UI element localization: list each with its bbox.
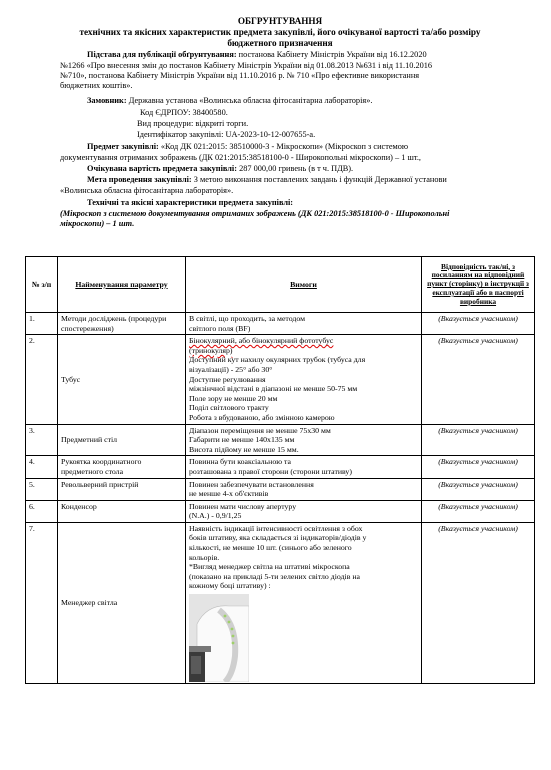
requirement-line: візуалізації) - 25° або 30° [189, 364, 273, 374]
requirement-line: кожному боці штативу) : [189, 581, 271, 591]
requirement-line: Доступний кут нахилу окулярних трубок (тубуса для [189, 355, 366, 365]
header-requirements: Вимоги [186, 257, 422, 313]
table-row [26, 335, 535, 424]
table-header-row [26, 257, 535, 313]
purpose-line-2: «Волинська обласна фітосанітарна лабораторія». [60, 186, 234, 195]
subject-line-1: «Код ДК 021:2015: 38510000-3 - Мікроскопи» (Мікроскоп з системою [160, 142, 409, 151]
requirement-line: світлого поля (BF) [189, 323, 251, 333]
microscope-light-manager-photo [189, 594, 249, 682]
row-num: 5. [26, 478, 58, 500]
requirement-line: (N.A.) - 0,9/1,25 [189, 511, 242, 521]
row-compliance: (Вказується учасником) [422, 522, 535, 683]
row-compliance: (Вказується учасником) [422, 478, 535, 500]
requirement-line: Поле зору не менше 20 мм [189, 393, 278, 403]
requirement-line: кількості, не менше 10 шт. (синього або зеленого [189, 543, 352, 553]
basis-line-4: бюджетних коштів». [60, 81, 133, 90]
header-num: № з/п [26, 257, 58, 313]
row-requirements [186, 500, 422, 522]
requirement-line: не менше 4-х об'єктивів [189, 489, 269, 499]
header-compliance: Відповідність так/ні, з посиланням на відповідний пункт (сторінку) в інструкції з експлуатації або в паспорті виробника [422, 257, 535, 313]
requirement-line: Наявність індикації інтенсивності освітлення з обох [189, 523, 363, 533]
table-row [26, 522, 535, 683]
row-num: 1. [26, 313, 58, 335]
row-compliance: (Вказується учасником) [422, 313, 535, 335]
specs-table [25, 256, 535, 684]
requirement-line: розташована з правої сторони (сторони штативу) [189, 466, 352, 476]
basis-paragraph [87, 50, 427, 61]
procedure-type: Вид процедури: відкриті торги. [137, 119, 249, 128]
row-requirements [186, 456, 422, 478]
row-compliance: (Вказується учасником) [422, 424, 535, 456]
row-requirements [186, 478, 422, 500]
requirement-line: міжзінчної відстані в діапазоні не менше 50-75 мм [189, 384, 358, 394]
customer-label: Замовник: [87, 96, 127, 105]
purpose-label: Мета проведення закупівлі: [87, 175, 192, 184]
table-row [26, 500, 535, 522]
requirement-line: *Вигляд менеджер світла на штативі мікроскопа [189, 562, 350, 572]
row-name: Менеджер світла [58, 522, 186, 683]
requirement-line: Висота підйому не менше 15 мм. [189, 444, 299, 454]
table-row [26, 456, 535, 478]
expected-cost-value: 287 000,00 гривень (в т ч. ПДВ). [239, 164, 354, 173]
subject-line-2: документування отриманих зображень (ДК 021:2015:38518100-0 - Широкопольні мікроскопи) – 1 шт., [60, 153, 421, 162]
table-row [26, 424, 535, 456]
purpose-line-1: З метою виконання поставлених завдань і функцій Державної установи [193, 175, 447, 184]
document-subtitle: технічних та якісних характеристик предмета закупівлі, його очікуваної вартості та/або розміру [79, 27, 481, 37]
subject-label: Предмет закупівлі: [87, 142, 159, 151]
document-subtitle-cont: бюджетного призначення [227, 38, 333, 48]
row-compliance: (Вказується учасником) [422, 456, 535, 478]
document-title: ОБГРУНТУВАННЯ [237, 16, 323, 26]
basis-text: постанова Кабінету Міністрів України від 16.12.2020 [238, 50, 427, 59]
row-name: Предметний стіл [58, 424, 186, 456]
purpose-paragraph [87, 175, 447, 186]
requirement-line: Повинен мати числову апертуру [189, 501, 297, 511]
row-requirements [186, 522, 422, 683]
specs-heading: Технічні та якісні характеристики предмета закупівлі: [87, 198, 294, 207]
requirement-line: Бінокулярний, або бінокулярний фототубус [189, 336, 334, 346]
row-name: Рукоятка координатного предметного стола [58, 456, 186, 478]
row-num: 3. [26, 424, 58, 456]
requirement-line: боків штативу, яка складається зі індикаторів/діодів у [189, 533, 367, 543]
row-name: Методи досліджень (процедури спостереження) [58, 313, 186, 335]
requirement-line: кольорів. [189, 552, 220, 562]
specs-subheading-cont: мікроскопи) – 1 шт. [60, 219, 135, 228]
expected-cost-label: Очікувана вартість предмета закупівлі: [87, 164, 237, 173]
basis-line-2: №1266 «Про внесення змін до постанов Кабінету Міністрів України від 01.08.2013 №631 і від 11.10.2016 [60, 61, 433, 70]
row-name: Конденсор [58, 500, 186, 522]
table-row [26, 478, 535, 500]
requirement-line: Габарити не менше 140х135 мм [189, 435, 295, 445]
customer-edrpou: Код ЄДРПОУ: 38400580. [140, 108, 228, 117]
row-name: Револьверний пристрій [58, 478, 186, 500]
purchase-id: Ідентифікатор закупівлі: UA-2023-10-12-007655-а. [137, 130, 316, 139]
requirement-line: (тринокуляр) [189, 345, 233, 355]
row-requirements [186, 335, 422, 424]
row-compliance: (Вказується учасником) [422, 500, 535, 522]
table-row [26, 313, 535, 335]
customer-value: Державна установа «Волинська обласна фітосанітарна лабораторія». [128, 96, 373, 105]
row-name: Тубус [58, 335, 186, 424]
requirement-line: (показано на прикладі 5-ти зелених світло діодів на [189, 571, 360, 581]
expected-cost [87, 164, 353, 175]
row-num: 6. [26, 500, 58, 522]
requirement-line: Доступне регулювання [189, 374, 266, 384]
subject-paragraph [87, 142, 408, 153]
requirement-line: Повинна бути коаксіальною та [189, 457, 291, 467]
requirement-line: В світлі, що проходить, за методом [189, 314, 306, 323]
requirement-line: Повинен забезпечувати встановлення [189, 479, 314, 489]
customer-paragraph [87, 96, 372, 107]
row-num: 2. [26, 335, 58, 424]
specs-subheading: (Мікроскоп з системою документування отриманих зображень (ДК 021:2015:38518100-0 - Широкопольні [60, 209, 450, 218]
requirement-line: Діапазон переміщення не менше 75х30 мм [189, 425, 331, 435]
row-num: 7. [26, 522, 58, 683]
requirement-line: Робота з вбудованою, або змінною камерою [189, 412, 335, 422]
requirement-line: Поділ світлового тракту [189, 403, 269, 413]
row-requirements [186, 313, 422, 335]
basis-line-3: №710», постанова Кабінету Міністрів України від 11.10.2016 р. № 710 «Про ефективне використання [60, 71, 420, 80]
row-requirements [186, 424, 422, 456]
row-compliance: (Вказується учасником) [422, 335, 535, 424]
basis-label: Підстава для публікації обґрунтування: [87, 50, 237, 59]
header-name: Найменування параметру [58, 257, 186, 313]
row-num: 4. [26, 456, 58, 478]
